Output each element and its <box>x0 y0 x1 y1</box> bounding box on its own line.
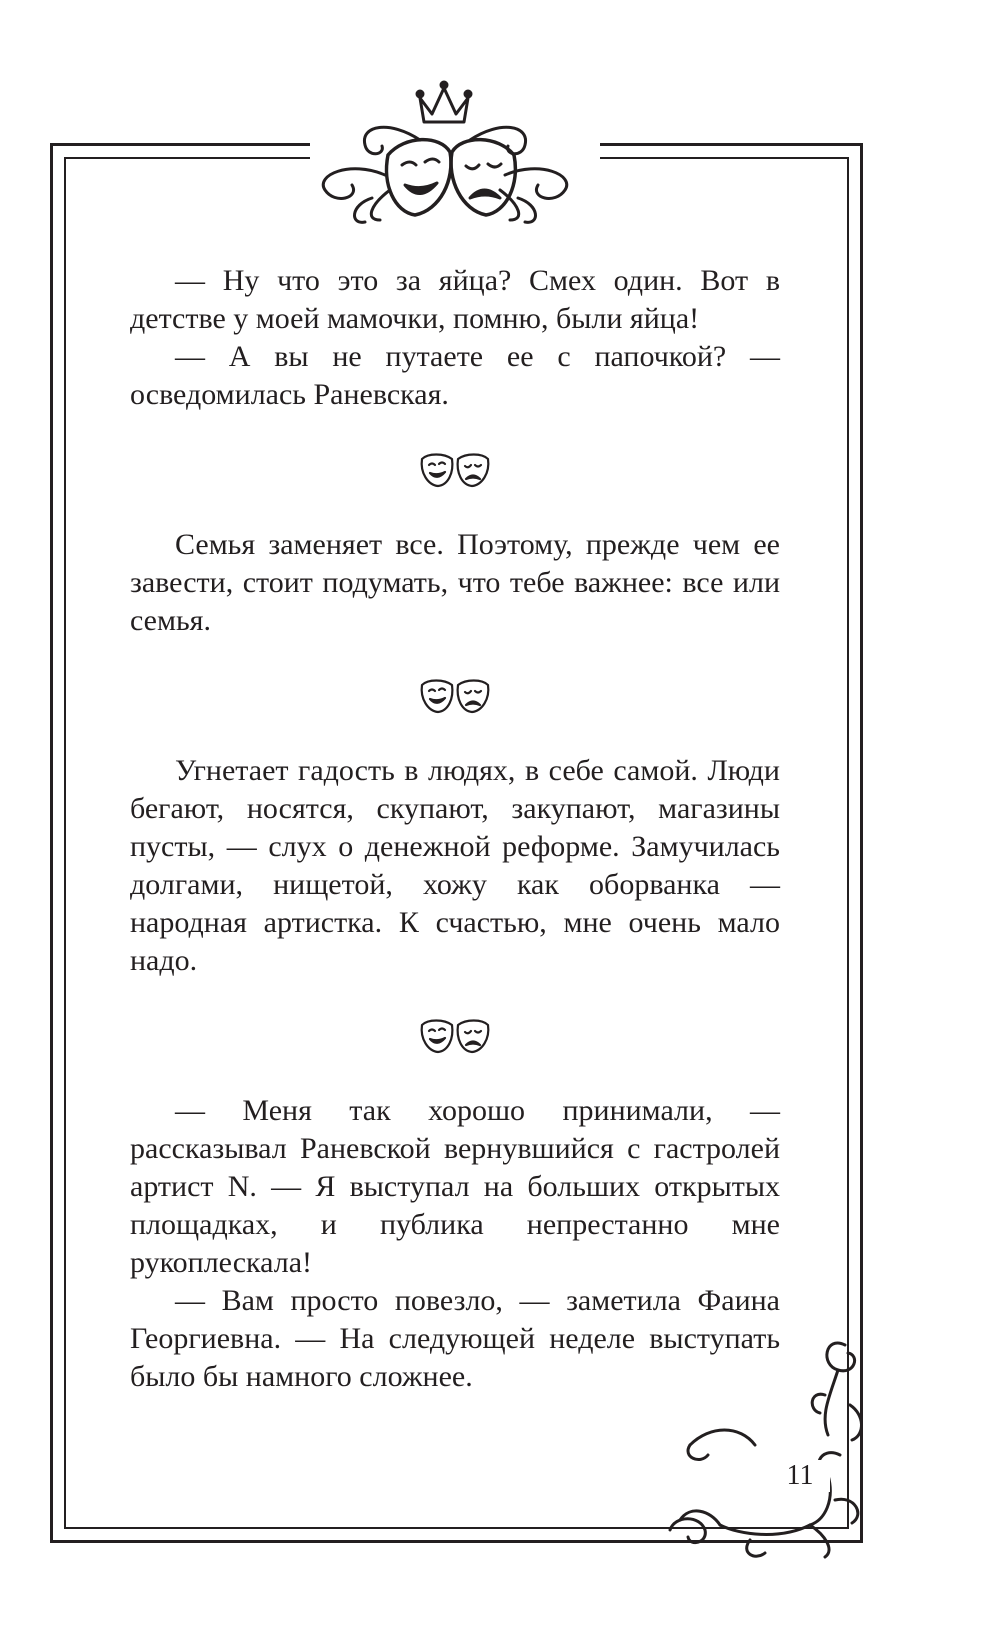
paragraph: — Меня так хорошо принимали, — рассказывал Раневской вернувшийся с гастролей артист N. — Я выступал на больших открытых площадках, и публика непрестанно мне рукоплескала! <box>130 1094 780 1279</box>
separator <box>130 640 780 752</box>
anecdote-block <box>130 262 780 414</box>
theatre-masks-icon <box>418 451 492 489</box>
crown-theatre-masks-ornament-icon <box>310 80 600 240</box>
paragraph: Семья заменяет все. Поэтому, прежде чем ее завести, стоит подумать, что тебе важнее: все или семья. <box>130 528 780 637</box>
theatre-masks-icon <box>418 1017 492 1055</box>
anecdote-block <box>130 1092 780 1396</box>
paragraph: Угнетает гадость в людях, в себе самой. Люди бегают, носятся, скупают, закупают, магазины пусты, — слух о денежной реформе. Замучилась долгами, нищетой, хожу как оборванка — народная артистка. К счастью, мне очень мало надо. <box>130 754 780 977</box>
page-content <box>130 262 780 1396</box>
diary-block <box>130 752 780 980</box>
paragraph: — Вам просто повезло, — заметила Фаина Георгиевна. — На следующей неделе выступать было бы намного сложнее. <box>130 1284 780 1393</box>
page-number: 11 <box>770 1460 830 1492</box>
separator <box>130 980 780 1092</box>
aphorism-block <box>130 526 780 640</box>
paragraph: — Ну что это за яйца? Смех один. Вот в детстве у моей мамочки, помню, были яйца! <box>130 264 780 335</box>
separator <box>130 414 780 526</box>
paragraph: — А вы не путаете ее с папочкой? — осведомилась Раневская. <box>130 340 780 411</box>
theatre-masks-icon <box>418 677 492 715</box>
